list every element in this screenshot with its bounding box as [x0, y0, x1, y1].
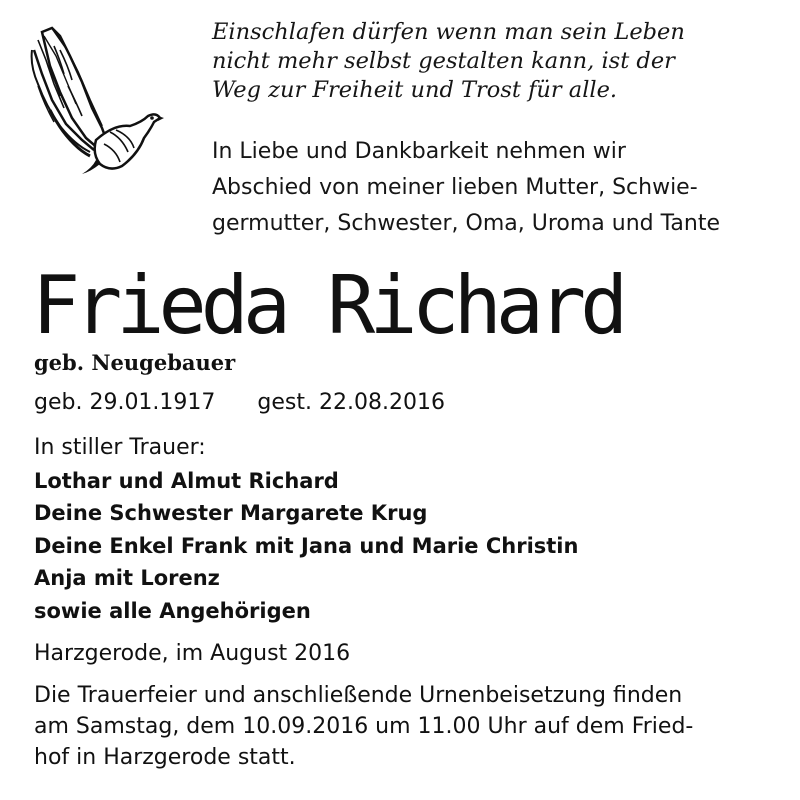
service-line: am Samstag, dem 10.09.2016 um 11.00 Uhr auf dem Fried- [34, 714, 694, 739]
life-dates [34, 387, 774, 419]
mourner-entry: sowie alle Angehörigen [34, 598, 311, 623]
verse-line: nicht mehr selbst gestalten kann, ist der [212, 48, 675, 74]
intro-line: Abschied von meiner lieben Mutter, Schwie- [212, 175, 698, 200]
mourner-entry: Lothar und Almut Richard [34, 468, 339, 493]
deceased-name: Frieda Richard [32, 259, 623, 352]
service-line: Die Trauerfeier und anschließende Urnenbeisetzung finden [34, 683, 683, 708]
service-line: hof in Harzgerode statt. [34, 745, 296, 770]
praying-hands-dove-icon [30, 26, 164, 176]
mourner-entry: Deine Enkel Frank mit Jana und Marie Christin [34, 533, 579, 558]
birth-date: geb. 29.01.1917 [34, 390, 216, 415]
maiden-name: geb. Neugebauer [34, 350, 236, 375]
verse-line: Weg zur Freiheit und Trost für alle. [212, 77, 618, 103]
intro-line: In Liebe und Dankbarkeit nehmen wir [212, 139, 626, 164]
place-and-date: Harzgerode, im August 2016 [34, 641, 351, 666]
memorial-verse [212, 18, 782, 105]
mourner-entry: Deine Schwester Margarete Krug [34, 501, 428, 525]
death-date: gest. 22.08.2016 [257, 390, 445, 415]
funeral-service-info [34, 680, 784, 773]
farewell-intro [212, 134, 782, 242]
intro-line: germutter, Schwester, Oma, Uroma und Tante [212, 211, 721, 236]
mourners-lead: In stiller Trauer: [34, 435, 206, 460]
mourner-entry: Anja mit Lorenz [34, 566, 220, 590]
mourners-list [34, 432, 774, 627]
verse-line: Einschlafen dürfen wenn man sein Leben [212, 19, 685, 45]
